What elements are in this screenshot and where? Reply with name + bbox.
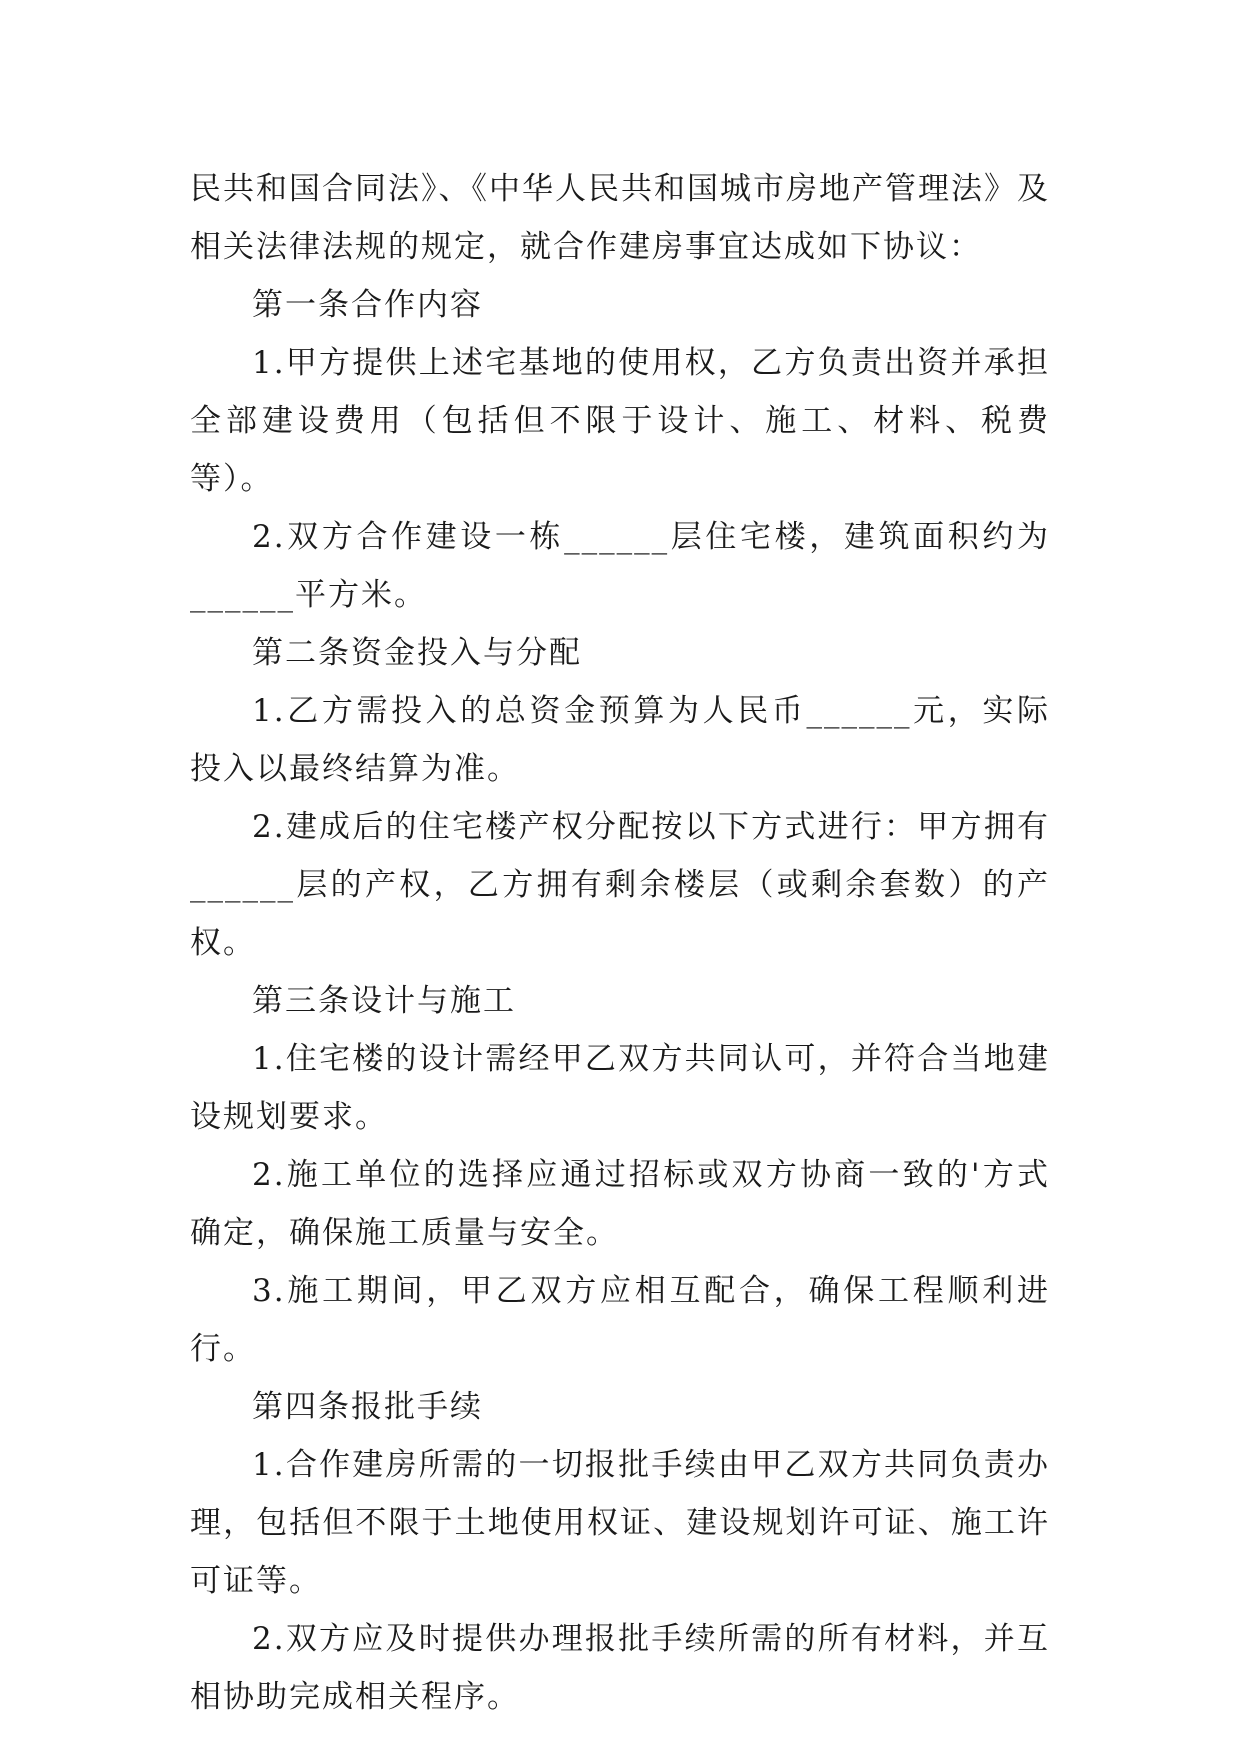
paragraph-3-2: 2.施工单位的选择应通过招标或双方协商一致的'方式确定，确保施工质量与安全。: [190, 1157, 1050, 1251]
section-heading-4: 第四条报批手续: [252, 1389, 483, 1425]
section-heading-2: 第二条资金投入与分配: [252, 635, 582, 671]
paragraph-1-2: 2.双方合作建设一栋______层住宅楼，建筑面积约为______平方米。: [190, 519, 1050, 613]
section-heading-1: 第一条合作内容: [252, 287, 483, 323]
paragraph-intro: 民共和国合同法》、《中华人民共和国城市房地产管理法》及相关法律法规的规定，就合作建房事宜达成如下协议：: [190, 171, 1050, 265]
paragraph-2-1: 1.乙方需投入的总资金预算为人民币______元，实际投入以最终结算为准。: [190, 693, 1050, 787]
paragraph-4-1: 1.合作建房所需的一切报批手续由甲乙双方共同负责办理，包括但不限于土地使用权证、建设规划许可证、施工许可证等。: [190, 1447, 1050, 1599]
paragraph-2-2: 2.建成后的住宅楼产权分配按以下方式进行：甲方拥有______层的产权，乙方拥有剩余楼层（或剩余套数）的产权。: [190, 809, 1050, 961]
paragraph-4-2: 2.双方应及时提供办理报批手续所需的所有材料，并互相协助完成相关程序。: [190, 1621, 1050, 1715]
paragraph-3-1: 1.住宅楼的设计需经甲乙双方共同认可，并符合当地建设规划要求。: [190, 1041, 1050, 1135]
paragraph-3-3: 3.施工期间，甲乙双方应相互配合，确保工程顺利进行。: [190, 1273, 1050, 1367]
section-heading-3: 第三条设计与施工: [252, 983, 516, 1019]
document-body: [190, 160, 1050, 1726]
paragraph-1-1: 1.甲方提供上述宅基地的使用权，乙方负责出资并承担全部建设费用（包括但不限于设计、施工、材料、税费等）。: [190, 345, 1050, 497]
